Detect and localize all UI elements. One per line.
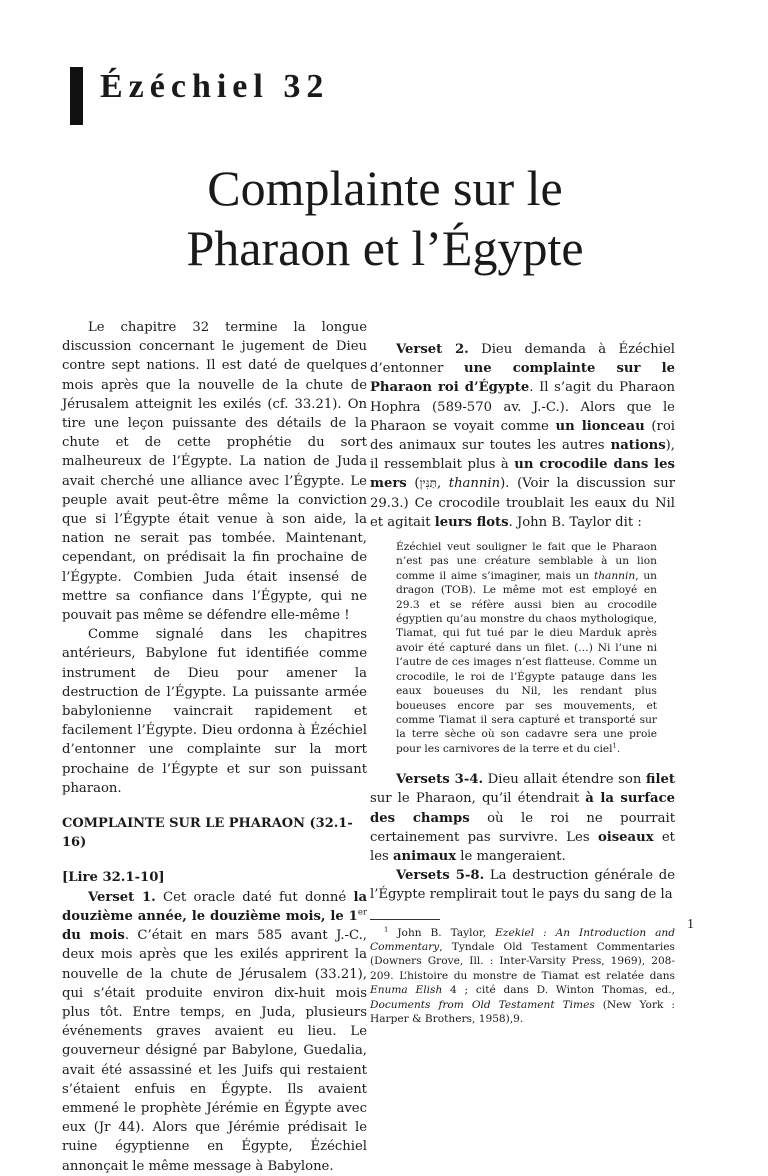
footnote: $^1$ John B. Taylor, Ezekiel : An Introduction and Commentary, Tyndale Old Testament Commentaries (Downers Grove, Ill. : Inter-Varsity Press, 1969), 208-209. L’histoire du monstre de Tiamat est relatée dans Enuma Elish 4 ; cité dans D. Winton Thomas, ed., Documents from Old Testament Times (New York : Harper & Brothers, 1958),9. xyxy=(370,925,675,1025)
chapter-marker-bar xyxy=(70,67,83,125)
verse-2-label: Verset 2. xyxy=(396,342,469,357)
title-line-1: Complainte sur le xyxy=(207,160,563,216)
title-line-2: Pharaon et l’Égypte xyxy=(186,220,584,276)
verse-2-paragraph: Verset 2. Dieu demanda à Ézéchiel d’entonner une complainte sur le Pharaon roi d’Égypte. Il s’agit du Pharaon Hophra (589-570 av. J.-C.). Alors que le Pharaon se voyait comme un lionceau (roi des animaux sur toutes les autres nations), il ressemblait plus à un crocodile dans les mers (תַּנִּין, thannin). (Voir la discussion sur 29.3.) Ce crocodile troublait les eaux du Nil et agitait leurs flots. John B. Taylor dit : xyxy=(370,342,676,530)
verses-3-4-label: Versets 3-4. xyxy=(396,772,484,788)
intro-paragraph-1: Le chapitre 32 termine la longue discussion concernant le jugement de Dieu contre sept nations. Il est daté de quelques mois après que la nouvelle de la chute de Jérusalem atteignit les exilés (cf. 33.21). On tire une leçon puissante des détails de la chute et de cette prophétie du sort malheureux de l’Égypte. La nation de Juda avait cherché une alliance avec l’Égypte. Le peuple avait peut-être même la conviction que si l’Égypte était venue à son aide, la nation ne serait pas tombée. Maintenant, cependant, on prédisait la fin prochaine de l’Égypte. Combien Juda était insensé de mettre sa confiance dans l’Égypte, qui ne pouvait pas même se défendre elle-même ! xyxy=(62,320,367,624)
right-column xyxy=(370,340,675,1026)
reading-reference: [Lire 32.1-10] xyxy=(62,870,165,886)
block-quote: Ézéchiel veut souligner le fait que le Pharaon n’est pas une créature semblable à un lion comme il aime s’imaginer, mais un thannin, un dragon (TOB). Le même mot est employé en 29.3 et se réfère aussi bien au crocodile égyptien qu’au monstre du chaos mythologique, Tiamat, qui fut tué par le dieu Marduk après avoir été capturé dans un filet. (…) Ni l’une ni l’autre de ces images n’est flatteuse. Comme un crocodile, le roi de l’Égypte patauge dans les eaux boueuses du Nil, les rendant plus boueuses encore par ses mouvements, et comme Tiamat il sera capturé et transporté sur la terre sèche où son cadavre sera une proie pour les carnivores de la terre et du ciel$^1$. xyxy=(396,541,657,755)
footnote-divider xyxy=(370,919,440,920)
hebrew-word: תַּנִּין xyxy=(419,476,437,491)
verses-5-8-label: Versets 5-8. xyxy=(396,868,485,884)
page-number: 1 xyxy=(687,917,694,932)
left-column xyxy=(62,318,367,1176)
verse-1-paragraph: Verset 1. Cet oracle daté fut donné la douzième année, le douzième mois, le 1er du mois. C’était en mars 585 avant J.-C., deux mois après que les exilés apprirent la nouvelle de la chute de Jérusalem (33.21), qui s’était produite environ dix-huit mois plus tôt. Entre temps, en Juda, plusieurs événements graves avaient eu lieu. Le gouverneur désigné par Babylone, Guedalia, avait été assassiné et les Juifs qui restaient s’étaient enfuis en Égypte. Ils avaient emmené le prophète Jérémie en Égypte avec eux (Jr 44). Alors que Jérémie prédisait le ruine égyptienne en Égypte, Ézéchiel annonçait le même message à Babylone. xyxy=(62,889,367,1174)
verses-5-8-paragraph: Versets 5-8. La destruction générale de l’Égypte remplirait tout le pays du sang de la xyxy=(370,868,676,903)
page-title xyxy=(100,158,670,278)
section-heading: COMPLAINTE SUR LE PHARAON (32.1-16) xyxy=(62,816,353,851)
footnote-ref: 1 xyxy=(612,741,617,750)
chapter-heading: Ézéchiel 32 xyxy=(100,68,330,105)
verses-3-4-paragraph: Versets 3-4. Dieu allait étendre son filet sur le Pharaon, qu’il étendrait à la surface des champs où le roi ne pourrait certainement pas survivre. Les oiseaux et les animaux le mangeraient. xyxy=(370,772,675,864)
verse-1-label: Verset 1. xyxy=(88,889,156,905)
intro-paragraph-2: Comme signalé dans les chapitres antérieurs, Babylone fut identifiée comme instrument de Dieu pour amener la destruction de l’Égypte. La puissante armée babylonienne vaincrait rapidement et facilement l’Égypte. Dieu ordonna à Ézéchiel d’entonner une complainte sur la mort prochaine de l’Égypte et sur son puissant pharaon. xyxy=(62,627,367,796)
